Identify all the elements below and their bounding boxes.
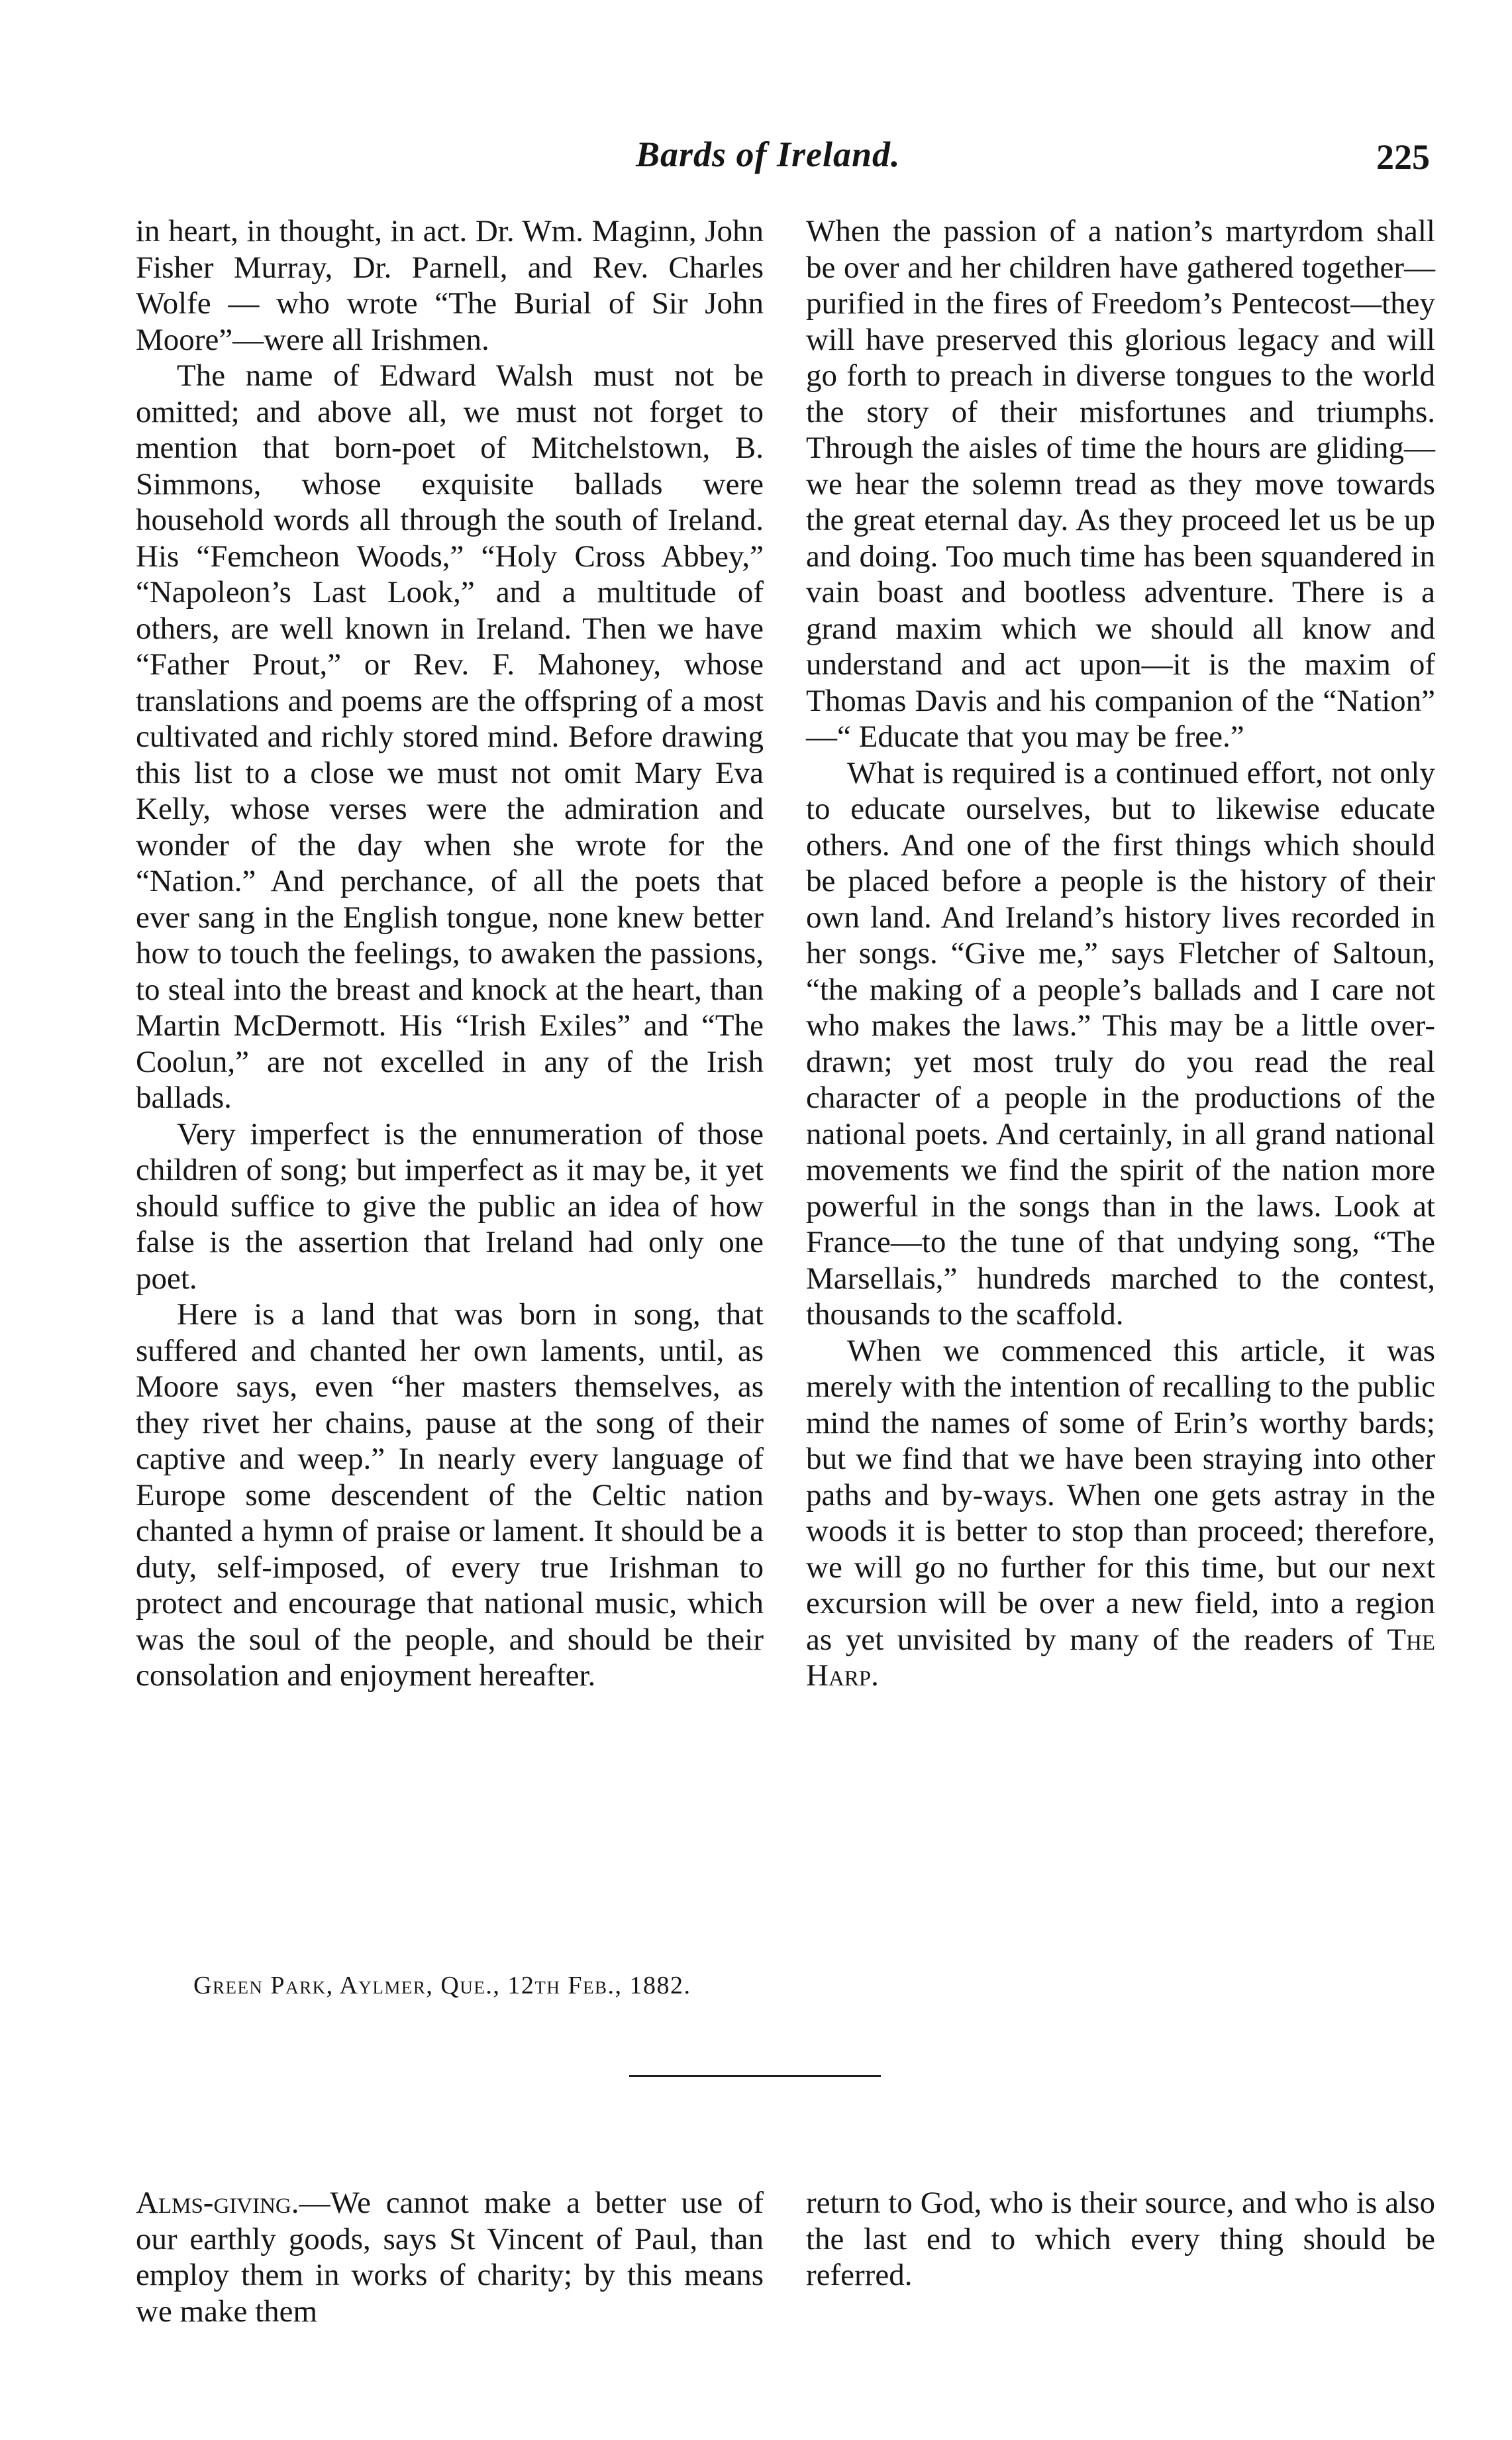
- page-number: 225: [1376, 137, 1430, 177]
- article-right-column: [806, 213, 1435, 1694]
- alms-giving-right: [806, 2185, 1435, 2294]
- signature-line: Green Park, Aylmer, Que., 12th Feb., 1882.: [193, 1972, 691, 1999]
- alms-giving-paragraph: [136, 2185, 764, 2329]
- paragraph-education: What is required is a continued effort, not only to educate ourselves, but to likewise educate others. And one of the first things which should be placed before a people is the history of their own land. And Ireland’s history lives recorded in her songs. “Give me,” says Fletcher of Saltoun, “the making of a people’s ballads and I care not who makes the laws.” This may be a little over-drawn; yet most truly do you read the real character of a people in the productions of the national poets. And certainly, in all grand national movements we find the spirit of the nation more powerful in the songs than in the laws. Look at France—to the tune of that undying song, “The Marsellais,” hundreds marched to the contest, thousands to the scaffold.: [806, 755, 1435, 1332]
- paragraph-enumeration: Very imperfect is the ennumeration of those children of song; but imperfect as it may be, it yet should suffice to give the public an idea of how false is the assertion that Ireland had only one poet.: [136, 1116, 764, 1296]
- running-title: Bards of Ireland.: [636, 134, 901, 174]
- alms-giving-text-right: return to God, who is their source, and who is also the last end to which every thing should be referred.: [806, 2186, 1435, 2292]
- paragraph-continued: in heart, in thought, in act. Dr. Wm. Maginn, John Fisher Murray, Dr. Parnell, and Rev. Charles Wolfe — who wrote “The Burial of Sir John Moore”—were all Irishmen.: [136, 214, 764, 357]
- paragraph-conclusion: [806, 1333, 1435, 1694]
- alms-giving-left: [136, 2185, 764, 2329]
- alms-giving-heading: Alms-giving.: [136, 2186, 299, 2220]
- paragraph-martyrdom: When the passion of a nation’s martyrdom shall be over and her children have gathered together—purified in the fires of Freedom’s Pentecost—they will have preserved this glorious legacy and will go forth to preach in diverse tongues to the world the story of their misfortunes and triumphs. Through the aisles of time the hours are gliding—we hear the solemn tread as they move towards the great eternal day. As they proceed let us be up and doing. Too much time has been squandered in vain boast and bootless adventure. There is a grand maxim which we should all know and understand and act upon—it is the maxim of Thomas Davis and his companion of the “Nation” —“ Educate that you may be free.”: [806, 214, 1435, 754]
- section-divider: [629, 2075, 881, 2077]
- journal-name: The Harp.: [806, 1622, 1435, 1693]
- conclusion-text: When we commenced this article, it was merely with the intention of recalling to the public mind the names of some of Erin’s worthy bards; but we find that we have been straying into other paths and by-ways. When one gets astray in the woods it is better to stop than proceed; therefore, we will go no further for this time, but our next excursion will be over a new field, into a region as yet unvisited by many of the readers of: [806, 1333, 1435, 1657]
- article-left-column: [136, 213, 764, 1694]
- alms-giving-text-left: —We cannot make a better use of our earthly goods, says St Vincent of Paul, than employ them in works of charity; by this means we make them: [136, 2186, 764, 2329]
- paragraph-poets: The name of Edward Walsh must not be omitted; and above all, we must not forget to mention that born-poet of Mitchelstown, B. Simmons, whose exquisite ballads were household words all through the south of Ireland. His “Femcheon Woods,” “Holy Cross Abbey,” “Napoleon’s Last Look,” and a multitude of others, are well known in Ireland. Then we have “Father Prout,” or Rev. F. Mahoney, whose translations and poems are the offspring of a most cultivated and richly stored mind. Before drawing this list to a close we must not omit Mary Eva Kelly, whose verses were the admiration and wonder of the day when she wrote for the “Nation.” And perchance, of all the poets that ever sang in the English tongue, none knew better how to touch the feelings, to awaken the passions, to steal into the breast and knock at the heart, than Martin McDermott. His “Irish Exiles” and “The Coolun,” are not excelled in any of the Irish ballads.: [136, 358, 764, 1115]
- paragraph-land-of-song: Here is a land that was born in song, that suffered and chanted her own laments, until, as Moore says, even “her masters themselves, as they rivet her chains, pause at the song of their captive and weep.” In nearly every language of Europe some descendent of the Celtic nation chanted a hymn of praise or lament. It should be a duty, self-imposed, of every true Irishman to protect and encourage that national music, which was the soul of the people, and should be their consolation and enjoyment hereafter.: [136, 1297, 764, 1693]
